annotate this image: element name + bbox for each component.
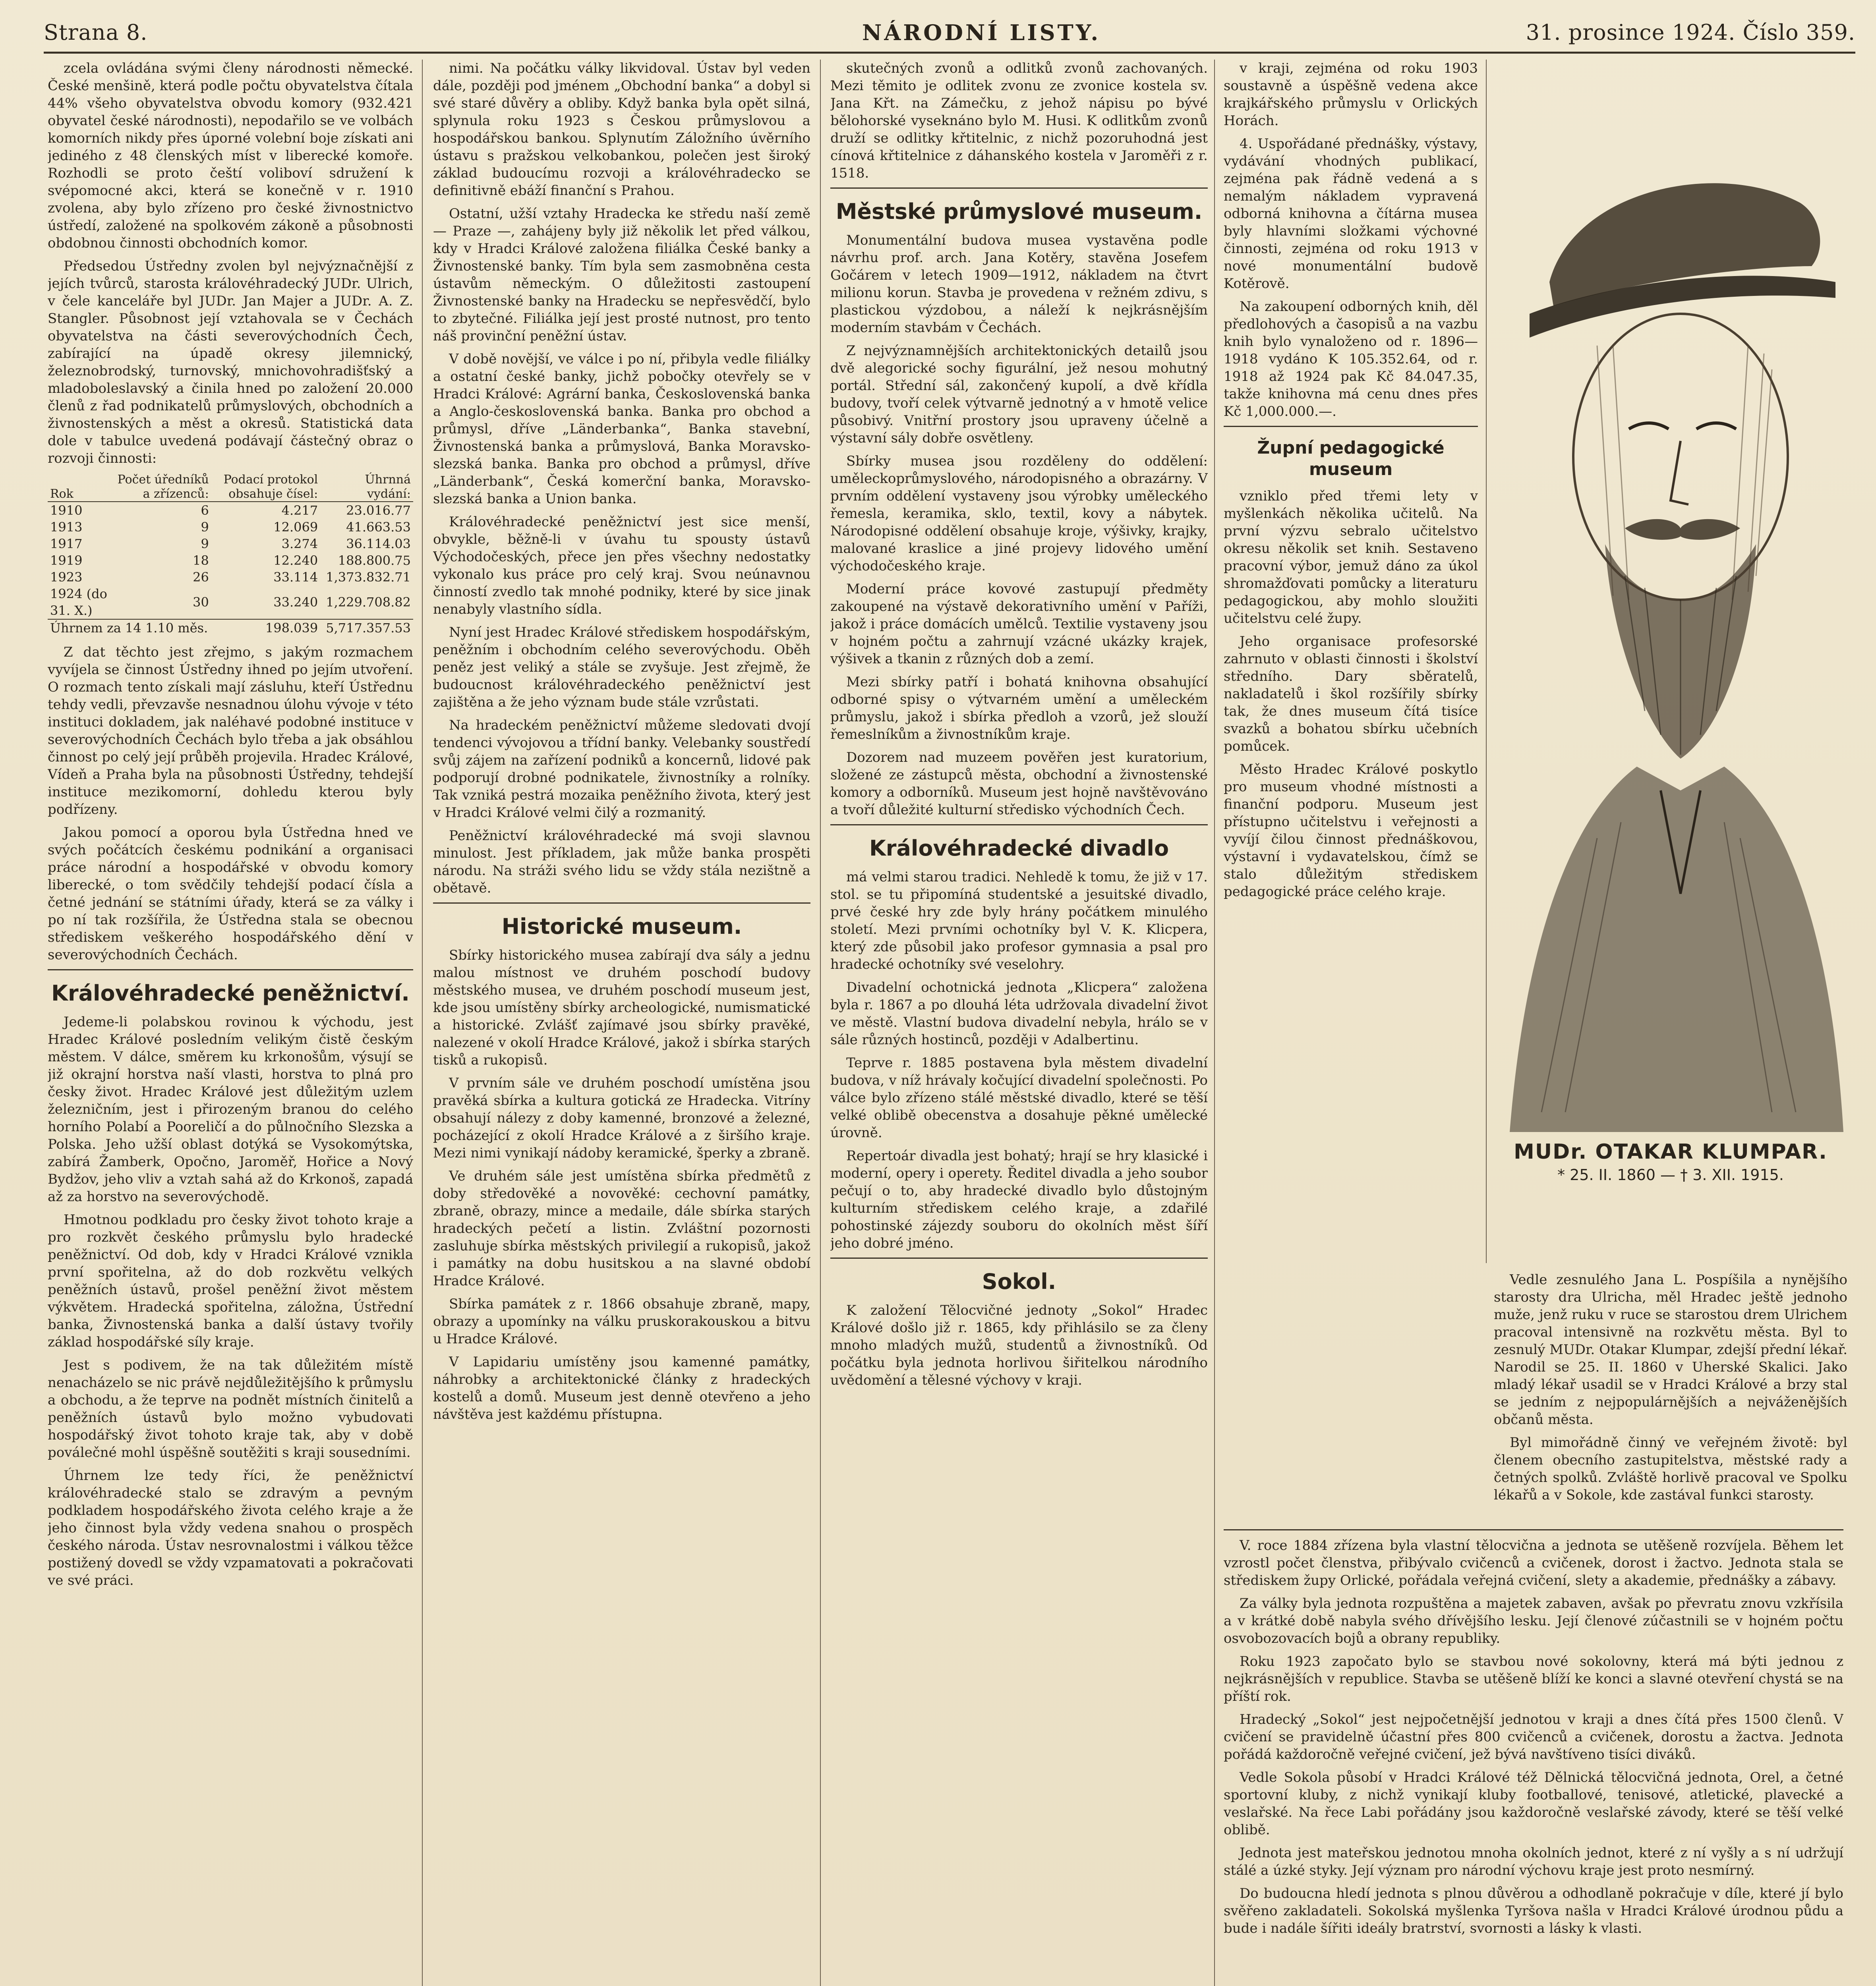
- column-1: [48, 60, 413, 1986]
- article-paragraph: Královéhradecké peněžnictví jest sice menší, obvykle, běžně-li v úvahu tu spousty ústavů Východočeských, přece jen přes všechny nedostatky vykonalo kus práce pro celý kraj. Svou neúnavnou činností zvedlo tak mnohé podniky, které by sice jinak nenabyly vlastního sídla.: [433, 514, 810, 617]
- table-cell: 1917: [50, 536, 83, 551]
- portrait-dates: * 25. II. 1860 — † 3. XII. 1915.: [1557, 1166, 1784, 1184]
- article-paragraph: Do budoucna hledí jednota s plnou důvěrou a odhodlaně pokračuje v díle, které jí bylo svěřeno zakladateli. Sokolská myšlenka Tyršova našla v Hradci Králové úrodnou půdu a bude i nadále šířiti ideály bratrství, svornosti a lásky k vlasti.: [1224, 1886, 1843, 1936]
- portrait-illustration: [1494, 60, 1847, 1211]
- column-6: [1494, 1271, 1847, 1541]
- table-header: Podací protokol obsahuje čísel:: [223, 473, 318, 501]
- article-paragraph: Byl mimořádně činný ve veřejném životě: byl členem obecního zastupitelstva, městské rady a četných spolků. Zvláště horlivě pracoval ve Spolku lékařů a v Sokole, kde zastával funkci starosty.: [1494, 1435, 1847, 1503]
- section-divider: [830, 824, 1208, 825]
- section-heading: Župní pedagogické museum: [1257, 438, 1445, 479]
- table-header-row: [48, 473, 413, 502]
- table-cell: 9: [201, 536, 209, 551]
- table-cell: 23.016.77: [346, 503, 411, 518]
- table-header: Počet úředníků a zřízenců:: [117, 473, 209, 501]
- page-header: [44, 16, 1855, 54]
- section-heading: Sokol.: [982, 1269, 1056, 1294]
- article-paragraph: Na hradeckém peněžnictví můžeme sledovati dvojí tendenci vývojovou a třídní banky. Velebanky soustředí svůj zájem na zařízení podniků a koncernů, lidové pak podporují drobné podnikatele, živnostníky a rolníky. Tak vzniká pestrá mozaika peněžního života, který jest v Hradci Králové velmi čilý a rozmanitý.: [433, 717, 810, 821]
- table-cell: Úhrnem za 14 1.10 měs.: [48, 619, 211, 636]
- article-paragraph: Ostatní, užší vztahy Hradecka ke středu naší země — Praze —, zahájeny byly již několik let před válkou, kdy v Hradci Králové založena filiálka České banky a Živnostenské banky. Tím byla sem zasmobněna cesta ústavům německým. O důležitosti zastoupení Živnostenské banky na Hradecku se nepřesvědčí, bylo to zbytečné. Filiálka její jest prosté nutnost, pro tento náš provinční peněžní ústav.: [433, 206, 810, 344]
- article-paragraph: Repertoár divadla jest bohatý; hrají se hry klasické i moderní, opery i operety. Ředitel divadla a jeho soubor pečují o to, aby hradecké divadlo bylo důstojným kulturním střediskem celého kraje, a zdařilé pohostinské zájezdy souboru do okolních měst šíří jeho dobré jméno.: [830, 1148, 1208, 1251]
- article-paragraph: Z nejvýznamnějších architektonických detailů jsou dvě alegorické sochy figurální, jež nesou mohutný portál. Střední sál, zakončený kupolí, a dvě křídla budovy, tvoří celek výtvarně jednotný a v hmotě velice působivý. Vnitřní prostory jsou upraveny účelně a výstavní sály dobře osvětleny.: [830, 343, 1208, 446]
- table-header: Rok: [50, 487, 73, 501]
- article-paragraph: Dozorem nad muzeem pověřen jest kuratorium, složené ze zástupců města, obchodní a živnostenské komory a odborníků. Museum jest hojně navštěvováno a tvoří důležité kulturní středisko východních Čech.: [830, 750, 1208, 818]
- article-paragraph: Jakou pomocí a oporou byla Ústředna hned ve svých počátcích českému podnikání a organisaci práce národní a hospodářské v obvodu komory liberecké, o tom svědčily tehdejší podací čísla a četné jednání se státními úřady, která se za války i po ní tak rozšířila, že Ústředna stala se obecnou střediskem veškerého hospodářského dění v severovýchodních Čechách.: [48, 825, 413, 963]
- article-paragraph: Jeho organisace profesorské zahrnuto v oblasti činnosti i školství středního. Dary sběratelů, nakladatelů i škol rozšířily sbírky tak, že dnes museum čítá tisíce svazků a bohatou sbírku učebních pomůcek.: [1224, 634, 1478, 754]
- article-paragraph: V Lapidariu umístěny jsou kamenné památky, náhrobky a architektonické články z hradeckých kostelů a domů. Museum jest denně otevřeno a jeho návštěva jest každému přístupna.: [433, 1354, 810, 1422]
- table-cell: 33.114: [273, 570, 318, 585]
- article-paragraph: Město Hradec Králové poskytlo pro museum vhodné místnosti a finanční podporu. Museum jest přístupno učitelstvu i veřejnosti a vyvíjí čilou činnost přednáškovou, výstavní i vydavatelskou, čímž se stalo důležitým střediskem pedagogické práce celého kraje.: [1224, 761, 1478, 900]
- portrait-name: MUDr. OTAKAR KLUMPAR.: [1514, 1140, 1828, 1164]
- article-paragraph: Ve druhém sále jest umístěna sbírka předmětů z doby středověké a novověké: cechovní památky, zbraně, obrazy, mince a medaile, dále sbírka starých hradeckých pečetí a listin. Zvláštní pozornosti zasluhuje sbírka městských privilegií a rukopisů, jakož i památky na dobu husitskou a na slavné období Hradce Králové.: [433, 1168, 810, 1289]
- table-cell: 1,373.832.71: [326, 570, 411, 585]
- masthead-title: NÁRODNÍ LISTY.: [862, 20, 1101, 45]
- portrait-caption: [1494, 1140, 1847, 1184]
- column-3: [830, 60, 1208, 1986]
- table-cell: 1924 (do 31. X.): [50, 586, 107, 618]
- table-cell: 5,717.357.53: [320, 619, 413, 636]
- table-cell: 6: [201, 503, 209, 518]
- table-cell: 12.069: [273, 520, 318, 535]
- article-paragraph: Úhrnem lze tedy říci, že peněžnictví královéhradecké stalo se zdravým a pevným podkladem hospodářského života celého kraje a že jeho činnost byla vždy vedena snahou o prospěch českého národa. Ústav nesrovnalostmi i válkou těžce postižený dovedl se vždy vzpamatovati a pokračovati ve své práci.: [48, 1468, 413, 1588]
- section-divider: [830, 1258, 1208, 1259]
- table-cell: 41.663.53: [346, 520, 411, 535]
- table-cell: 198.039: [211, 619, 320, 636]
- section-heading: Historické museum.: [501, 914, 742, 939]
- column-5: [1224, 1525, 1843, 1986]
- table-cell: 9: [201, 520, 209, 535]
- table-cell: 36.114.03: [346, 536, 411, 551]
- page-number: Strana 8.: [44, 20, 148, 45]
- article-paragraph: skutečných zvonů a odlitků zvonů zachovaných. Mezi těmito je odlitek zvonu ze zvonice kostela sv. Jana Křt. na Zámečku, z jehož nápisu po bývé bělohorské vyseknáno bylo M. Husi. K odlitkům zvonů druží se odlitky křtitelnic, z nichž pozoruhodná jest cínová křtitelnice z dáhanského kostela v Jaroměři z r. 1518.: [830, 60, 1208, 181]
- article-paragraph: Jedeme-li polabskou rovinou k východu, jest Hradec Králové posledním velikým čistě českým městem. V dálce, směrem ku krkonošům, výsují se již okrajní horstva naší vlasti, horstva to plná pro česky život. Hradec Králové jest důležitým uzlem železničním, jest i přirozeným branou do celého horního Polabí a Pooreličí a do půlnočního Slezska a Polska. Jeho užší oblast dotýká se Vysokomýtska, zabírá Žamberk, Opočno, Jaroměř, Hořice a Nový Bydžov, jeho vliv a vztah sahá až do Krkonoš, zapadá až za horstvo na severovýchodě.: [48, 1014, 413, 1205]
- column-rule: [1486, 60, 1487, 1263]
- article-paragraph: vzniklo před třemi lety v myšlenkách několika učitelů. Na první výzvu sebralo učitelstvo okresu několik set knih. Sestaveno pracovní výbor, jemuž dáno za úkol shromažďovati pomůcky a literaturu pedagogickou, aby mohlo sloužiti učitelstvu celé župy.: [1224, 488, 1478, 626]
- table-cell: 1919: [50, 553, 83, 568]
- table-cell: 1923: [50, 570, 83, 585]
- article-paragraph: Jest s podivem, že na tak důležitém místě nenacházelo se nic právě nejdůležitějšího k průmyslu a obchodu, a že teprve na podnět místních činitelů a peněžních ústavů bylo možno vybudovati hospodářský život tohoto kraje tak, aby v době poválečné mohl úspěšně soutěžiti s kraji sousedními.: [48, 1357, 413, 1461]
- table-cell: 1,229.708.82: [326, 595, 411, 610]
- column-rule: [422, 60, 423, 1986]
- article-paragraph: Teprve r. 1885 postavena byla městem divadelní budova, v níž hrávaly kočující divadelní společnosti. Po válce bylo zřízeno stálé městské divadlo, které se těší velké oblibě obecenstva a dosahuje pěkné umělecké úrovně.: [830, 1055, 1208, 1141]
- article-paragraph: Předsedou Ústředny zvolen byl nejvýznačnější z jejích tvůrců, starosta královéhradecký JUDr. Ulrich, v čele kanceláře byl JUDr. Jan Majer a JUDr. A. Z. Stangler. Působnost její vztahovala se v Čechách obyvatelstva na části severovýchodních Čech, zabírající na úpadě okresy jilemnický, železnobrodský, turnovský, mnichovohradišťský a mladoboleslavský a činila hned po založení 20.000 členů z řad podnikatelů průmyslových, obchodních a živnostenských a měst a okresů. Statistická data dole v tabulce uvedená podávají částečný obraz o rozvoji činnosti:: [48, 258, 413, 466]
- section-divider: [830, 187, 1208, 189]
- article-paragraph: Vedle Sokola působí v Hradci Králové též Dělnická tělocvičná jednota, Orel, a četné sportovní kluby, z nichž vynikají kluby footballové, tenisové, atletické, plavecké a veslařské. Na řece Labi pořádány jsou každoročně veslařské závody, které se těší velké oblibě.: [1224, 1770, 1843, 1838]
- article-paragraph: Sbírka památek z r. 1866 obsahuje zbraně, mapy, obrazy a upomínky na válku pruskorakouskou a bitvu u Hradce Králové.: [433, 1296, 810, 1347]
- table-row: [48, 585, 413, 619]
- column-rule: [820, 60, 821, 1986]
- article-paragraph: Divadelní ochotnická jednota „Klicpera“ založena byla r. 1867 a po dlouhá léta udržovala divadelní život ve městě. Vlastní budova divadelní nebyla, hrálo se v sále různých hostinců, později v Adalbertinu.: [830, 979, 1208, 1048]
- table-row: [48, 502, 413, 519]
- article-paragraph: Hradecký „Sokol“ jest nejpočetnější jednotou v kraji a dnes čítá přes 1500 členů. V cvičení se pravidelně účastní přes 800 cvičenců a cvičenek, dorostu a žactva. Jednota pořádá každoročně veřejné cvičení, jež bývá navštíveno tisíci diváků.: [1224, 1712, 1843, 1762]
- table-cell: 4.217: [281, 503, 318, 518]
- statistics-table: [48, 473, 413, 636]
- article-paragraph: Na zakoupení odborných knih, děl předlohových a časopisů a na vazbu knih bylo vynaloženo od r. 1896—1918 vydáno K 105.352.64, od r. 1918 až 1924 pak Kč 84.047.35, takže knihovna má cenu dnes přes Kč 1,000.000.—.: [1224, 299, 1478, 419]
- article-paragraph: V. roce 1884 zřízena byla vlastní tělocvična a jednota se utěšeně rozvíjela. Během let vzrostl počet členstva, přibývalo cvičenců a cvičenek, dorost i žactvo. Jednota stala se střediskem župy Orlické, pořádala veřejná cvičení, slety a akademie, přednášky a zábavy.: [1224, 1538, 1843, 1588]
- table-row: [48, 535, 413, 552]
- article-paragraph: má velmi starou tradici. Nehledě k tomu, že již v 17. stol. se tu připomíná studentské a jesuitské divadlo, prvé české hry zde byly hrány počátkem minulého století. Mezi prvními ochotníky byl V. K. Klicpera, který zde působil jako profesor gymnasia a psal pro hradecké ochotníky své veselohry.: [830, 869, 1208, 972]
- article-paragraph: Hmotnou podkladu pro česky život tohoto kraje a pro rozkvět českého průmyslu bylo hradecké peněžnictví. Od dob, kdy v Hradci Králové vznikla první spořitelna, až do dob rozkvětu velkých peněžních ústavů, prošel peněžní život městem výkvětem. Hradecká spořitelna, záložna, Ústřední banka, Živnostenská banka a další ústavy tvořily základ hospodářské síly kraje.: [48, 1212, 413, 1350]
- article-paragraph: Sbírky musea jsou rozděleny do oddělení: uměleckoprůmyslového, národopisného a obrazárny. V prvním oddělení vystaveny jsou výrobky uměleckého řemesla, keramika, sklo, textil, kovy a nábytek. Národopisné oddělení obsahuje kroje, výšivky, krajky, malované kraslice a jiné projevy lidového umění východočeského kraje.: [830, 453, 1208, 574]
- table-cell: 30: [193, 595, 209, 610]
- article-paragraph: Sbírky historického musea zabírají dva sály a jednu malou místnost ve druhém poschodí budovy městského musea, ve druhém poschodí museum jest, kde jsou umístěny sbírky archeologické, numismatické a historické. Zvlášť zajímavé jsou sbírky pravěké, nalezené v okolí Hradce Králové, jakož i sbírka starých tisků a rukopisů.: [433, 947, 810, 1068]
- section-heading: Městské průmyslové museum.: [835, 199, 1203, 224]
- table-cell: 1910: [50, 503, 83, 518]
- section-heading: Královéhradecké peněžnictví.: [51, 981, 410, 1006]
- table-cell: 26: [193, 570, 209, 585]
- column-4: [1224, 60, 1478, 1497]
- table-header: Úhrnná vydání:: [365, 473, 411, 501]
- article-paragraph: Monumentální budova musea vystavěna podle návrhu prof. arch. Jana Kotěry, stavěna Josefem Gočárem v letech 1909—1912, nákladem na čtvrt milionu korun. Stavba je provedena v režném zdivu, s plastickou výzdobou, a náleží k nejkrásnějším moderním stavbám v Čechách.: [830, 232, 1208, 336]
- article-paragraph: Moderní práce kovové zastupují předměty zakoupené na výstavě dekorativního umění v Paříži, jakož i práce domácích umělců. Textilie vystaveny jsou v hojném počtu a zahrnují vzácné ukázky krajek, výšivek a tkanin z různých dob a zemí.: [830, 581, 1208, 667]
- article-paragraph: Za války byla jednota rozpuštěna a majetek zabaven, avšak po převratu znovu vzkřísila a v krátké době nabyla svého dřívějšího lesku. Její členové zúčastnili se v hojném počtu osvobozovacích bojů a obrany republiky.: [1224, 1596, 1843, 1646]
- table-cell: 33.240: [273, 595, 318, 610]
- table-row: [48, 569, 413, 585]
- article-paragraph: 4. Uspořádané přednášky, výstavy, vydávání vhodných publikací, zejména pak řádně vedená a s nemalým nákladem vypravená odborná knihovna a čítárna musea byly hlavními složkami výchovné činnosti, zejména od roku 1913 v nové monumentální budově Kotěrově.: [1224, 136, 1478, 292]
- portrait-sketch-image: [1494, 60, 1847, 1132]
- section-divider: [433, 902, 810, 904]
- table-cell: 188.800.75: [338, 553, 411, 568]
- article-paragraph: Roku 1923 započato bylo se stavbou nové sokolovny, která má býti jednou z nejkrásnějších v republice. Stavba se utěšeně blíží ke konci a slavné otevření chystá se na příští rok.: [1224, 1654, 1843, 1704]
- table-row: [48, 519, 413, 535]
- table-total-row: [48, 619, 413, 636]
- table-cell: 12.240: [273, 553, 318, 568]
- section-divider: [48, 969, 413, 970]
- section-heading: Královéhradecké divadlo: [869, 836, 1169, 861]
- article-paragraph: K založení Tělocvičné jednoty „Sokol“ Hradec Králové došlo již r. 1865, kdy přihlásilo se za členy mnoho mladých mužů, studentů a živnostníků. Od počátku byla jednota horlivou šiřitelkou národního uvědomění a tělesné výchovy v kraji.: [830, 1302, 1208, 1388]
- article-paragraph: V prvním sále ve druhém poschodí umístěna jsou pravěká sbírka a kultura gotická ze Hradecka. Vitríny obsahují nálezy z doby kamenné, bronzové a železné, pocházející z okolí Hradce Králové a z širšího kraje. Mezi nimi vynikají nádoby keramické, šperky a zbraně.: [433, 1075, 810, 1161]
- table-cell: 1913: [50, 520, 83, 535]
- article-paragraph: Nyní jest Hradec Králové střediskem hospodářským, peněžním i obchodním celého severovýchodu. Oběh peněz jest veliký a stále se zvyšuje. Jest zřejmě, že budoucnost královéhradeckého peněžnictví jest zajištěna a že jeho význam bude stále vzrůstati.: [433, 624, 810, 710]
- article-paragraph: Vedle zesnulého Jana L. Pospíšila a nynějšího starosty dra Ulricha, měl Hradec ještě jednoho muže, jenž ruku v ruce se starostou drem Ulrichem pracoval intensivně na rozkvětu města. Byl to zesnulý MUDr. Otakar Klumpar, zdejší přední lékař. Narodil se 25. II. 1860 v Uherské Skalici. Jako mladý lékař usadil se v Hradci Králové a brzy stal se jedním z nejpopulárnějších a nejváženějších občanů města.: [1494, 1272, 1847, 1428]
- column-2: [433, 60, 810, 1986]
- article-paragraph: Peněžnictví královéhradecké má svoji slavnou minulost. Jest příkladem, jak může banka prospěti národu. Na stráži svého lidu se vždy stála nezištně a obětavě.: [433, 828, 810, 896]
- section-divider: [1224, 426, 1478, 427]
- article-paragraph: Jednota jest mateřskou jednotou mnoha okolních jednot, které z ní vyšly a s ní udržují stálé a úzké styky. Její význam pro národní výchovu kraje jest proto nesmírný.: [1224, 1845, 1843, 1878]
- article-paragraph: nimi. Na počátku války likvidoval. Ústav byl veden dále, později pod jménem „Obchodní banka“ a dobyl si své staré důvěry a obliby. Když banka byla opět silná, splynula roku 1923 s Českou průmyslovou a hospodářskou bankou. Splynutím Záložního úvěrního ústavu s pražskou velkobankou, polečen jest široký základ budoucímu rozvoji a královéhradecko se definitivně ebáží finanční s Prahou.: [433, 60, 810, 199]
- column-rule: [1214, 60, 1215, 1986]
- issue-date: 31. prosince 1924. Číslo 359.: [1526, 20, 1855, 45]
- table-cell: 18: [193, 553, 209, 568]
- article-paragraph: v kraji, zejména od roku 1903 soustavně a úspěšně vedena akce krajkářského průmyslu v Orlických Horách.: [1224, 60, 1478, 129]
- article-paragraph: V době novější, ve válce i po ní, přibyla vedle filiálky a ostatní české banky, jichž pobočky otevřely se v Hradci Králové: Agrární banka, Československá banka a Anglo-československá banka. Banka pro obchod a průmysl, dříve „Länderbanka“, Banka stavební, Živnostenská banka a průmyslová, Banka Moravsko-slezská banka. Banka pro obchod a průmysl, dříve „Länderbank“, Česká komerční banka, Moravsko-slezská banka a Union banka.: [433, 351, 810, 507]
- article-paragraph: Mezi sbírky patří i bohatá knihovna obsahující odborné spisy o výtvarném umění a uměleckém průmyslu, jakož i sbírka předloh a vzorů, jež slouží řemeslníkům a živnostníkům kraje.: [830, 674, 1208, 742]
- table-row: [48, 552, 413, 569]
- article-paragraph: zcela ovládána svými členy národnosti německé. České menšině, která podle počtu obyvatelstva čítala 44% všeho obyvatelstva obvodu komory (932.421 obyvatel české národnosti), nepodařilo se ve volbách komorních nikdy přes úporné volební boje získati ani jediného z 48 členských míst v liberecké komoře. Rozhodli se proto čeští voliboví sdružení k svépomocné akci, která se konečně v r. 1910 zvolena, aby bylo zřízeno pro české živnostnictvo ústředí, založené na spolkovém zákoně a působnosti obdobnou činnosti obchodních komor.: [48, 60, 413, 251]
- table-cell: 3.274: [281, 536, 318, 551]
- section-divider: [1224, 1529, 1843, 1530]
- article-paragraph: Z dat těchto jest zřejmo, s jakým rozmachem vyvíjela se činnost Ústředny ihned po jejím utvoření. O rozmach tento získali mají zásluhu, kteří Ústřednu tehdy vedli, převzavše nesnadnou úlohu vývoje v této instituci dokladem, jak naléhavé podobné instituce v severovýchodních Čechách bylo třeba a jak obsáhlou činnost po celý její průběh projevila. Hradec Králové, Vídeň a Praha byla na působnosti Ústředny, tehdejší instituce mezikomorní, dohledu kterou byly podřízeny.: [48, 644, 413, 817]
